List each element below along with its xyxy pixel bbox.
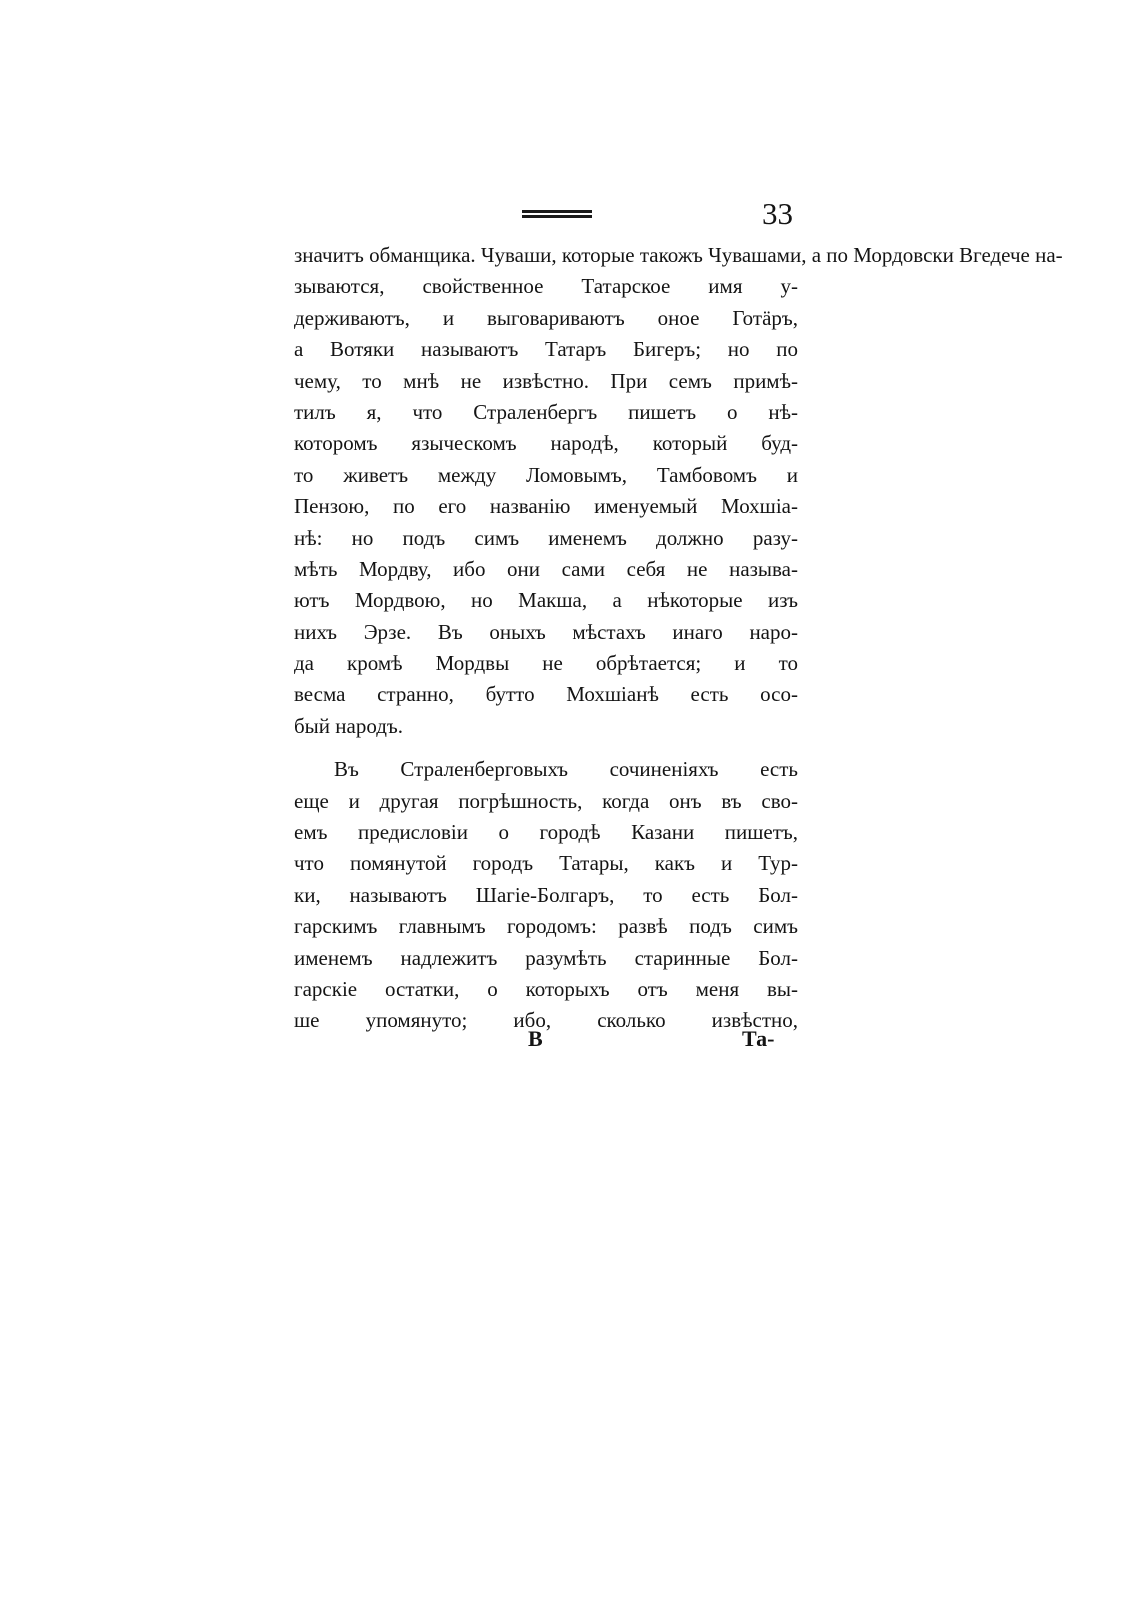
text-line: Въ Страленберговыхъ сочиненiяхъ есть bbox=[334, 757, 798, 782]
text-line: тилъ я, что Страленбергъ пишетъ о нѣ- bbox=[294, 399, 798, 424]
catchword: Та- bbox=[742, 1026, 775, 1051]
text-line: то живетъ между Ломовымъ, Тамбовомъ и bbox=[294, 462, 798, 487]
body-text bbox=[294, 240, 1063, 1037]
paragraph-2 bbox=[294, 754, 798, 1037]
text-line: зываются, свойственное Татарское имя у- bbox=[294, 274, 798, 299]
text-line: ютъ Мордвою, но Макша, а нѣкоторые изъ bbox=[294, 588, 798, 613]
text-line: значитъ обманщика. Чуваши, которые такожъ Чувашами, а по Мордовски Вгедече на- bbox=[294, 243, 1063, 267]
text-line: нѣ: но подъ симъ именемъ должно разу- bbox=[294, 525, 798, 550]
text-line: весма странно, бутто Мохшiанѣ есть осо- bbox=[294, 682, 798, 707]
text-line: держиваютъ, и выговариваютъ оное Готäръ, bbox=[294, 305, 798, 330]
text-line: гарскiе остатки, о которыхъ отъ меня вы- bbox=[294, 976, 798, 1001]
header-rule-lower bbox=[522, 215, 592, 218]
text-line: да кромѣ Мордвы не обрѣтается; и то bbox=[294, 651, 798, 676]
text-line: ки, называютъ Шагiе-Болгаръ, то есть Бол- bbox=[294, 882, 798, 907]
signature-mark: В bbox=[528, 1026, 543, 1051]
text-line: нихъ Эрзе. Въ оныхъ мѣстахъ инаго наро- bbox=[294, 619, 798, 644]
text-line: бый народъ. bbox=[294, 713, 404, 738]
text-line: Пензою, по его названiю именуемый Мохшiа- bbox=[294, 494, 798, 519]
text-line: именемъ надлежитъ разумѣть старинные Бол- bbox=[294, 945, 798, 970]
paragraph-gap bbox=[294, 742, 798, 754]
text-line: а Вотяки называютъ Татаръ Бигеръ; но по bbox=[294, 337, 798, 362]
text-line: гарскимъ главнымъ городомъ: развѣ подъ симъ bbox=[294, 914, 798, 939]
header-double-rule bbox=[522, 210, 592, 218]
text-line: чему, то мнѣ не извѣстно. При семъ примѣ- bbox=[294, 368, 798, 393]
text-line: емъ предисловiи о городѣ Казани пишетъ, bbox=[294, 820, 798, 845]
paragraph-1 bbox=[294, 240, 1063, 742]
page-number: 33 bbox=[762, 196, 793, 231]
text-line: мѣть Мордву, ибо они сами себя не называ- bbox=[294, 556, 798, 581]
text-line: еще и другая погрѣшность, когда онъ въ сво- bbox=[294, 788, 798, 813]
text-line: что помянутой городъ Татары, какъ и Тур- bbox=[294, 851, 798, 876]
text-line: которомъ языческомъ народѣ, который буд- bbox=[294, 431, 798, 456]
text-line: ше упомянуто; ибо, сколько извѣстно, bbox=[294, 1008, 798, 1033]
header-rule-upper bbox=[522, 210, 592, 213]
